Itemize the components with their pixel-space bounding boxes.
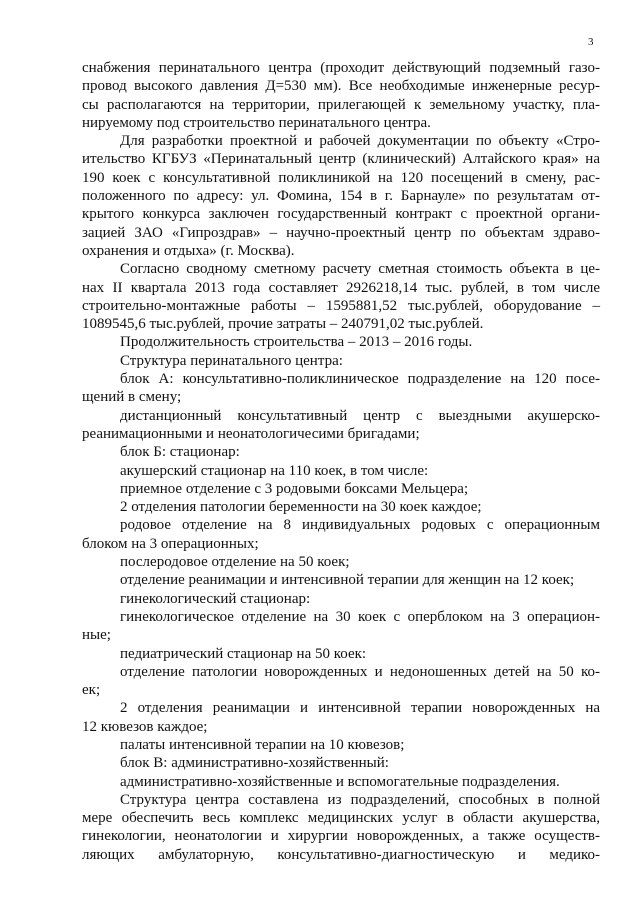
text-line: сы располагаются на территории, прилегающей к земельному участку, пла- xyxy=(82,96,600,113)
text-line: блоком на 3 операционных; xyxy=(82,535,259,552)
text-line: строительно-монтажные работы – 1595881,52 тыс.рублей, оборудование – xyxy=(82,297,600,314)
text-line: отделение реанимации и интенсивной терапии для женщин на 12 коек; xyxy=(120,572,575,589)
text-line: дистанционный консультативный центр с выездными акушерско- xyxy=(120,407,600,424)
page-number: 3 xyxy=(588,36,594,48)
text-line: блок А: консультативно-поликлиническое подразделение на 120 посе- xyxy=(120,371,600,388)
text-line: гинекологический стационар: xyxy=(120,590,311,607)
text-line: положенного по адресу: ул. Фомина, 154 в г. Барнауле» по результатам от- xyxy=(82,188,600,205)
text-line: зацией ЗАО «Гипроздрав» – научно-проектный центр по объектам здраво- xyxy=(82,224,600,241)
text-line: гинекологическое отделение на 30 коек с оперблоком на 3 операцион- xyxy=(120,608,600,625)
text-line: приемное отделение с 3 родовыми боксами Мельцера; xyxy=(120,480,469,497)
text-line: ляющих амбулаторную, консультативно-диагностическую и медико- xyxy=(82,846,600,863)
text-line: Продолжительность строительства – 2013 – 2016 годы. xyxy=(120,334,473,351)
text-line: родовое отделение на 8 индивидуальных родовых с операционным xyxy=(120,517,600,534)
text-line: гинекологии, неонатологии и хирургии новорожденных, а также осуществ- xyxy=(82,828,600,845)
text-line: ительство КГБУЗ «Перинатальный центр (клинический) Алтайского края» на xyxy=(82,151,600,168)
text-line: нируемому под строительство перинатального центра. xyxy=(82,114,431,131)
text-line: 1089545,6 тыс.рублей, прочие затраты – 240791,02 тыс.рублей. xyxy=(82,316,484,333)
text-line: Для разработки проектной и рабочей документации по объекту «Стро- xyxy=(120,133,600,150)
text-line: Согласно сводному сметному расчету сметная стоимость объекта в це- xyxy=(120,261,600,278)
text-line: щений в смену; xyxy=(82,389,182,406)
text-line: 2 отделения реанимации и интенсивной терапии новорожденных на xyxy=(120,700,600,717)
text-line: блок Б: стационар: xyxy=(120,444,240,461)
text-line: педиатрический стационар на 50 коек: xyxy=(120,645,367,662)
text-line: послеродовое отделение на 50 коек; xyxy=(120,554,350,571)
text-line: охранения и отдыха» (г. Москва). xyxy=(82,242,295,259)
text-line: отделение патологии новорожденных и недоношенных детей на 50 ко- xyxy=(120,663,600,680)
text-line: 12 кювезов каждое; xyxy=(82,718,208,735)
text-line: палаты интенсивной терапии на 10 кювезов; xyxy=(120,736,405,753)
text-line: 190 коек с консультативной поликлиникой на 120 посещений в смену, рас- xyxy=(82,169,600,186)
text-line: крытого конкурса заключен государственный контракт с проектной органи- xyxy=(82,206,600,223)
text-line: 2 отделения патологии беременности на 30 коек каждое; xyxy=(120,499,482,516)
document-body xyxy=(82,59,600,864)
text-line: ек; xyxy=(82,682,101,699)
text-line: блок В: административно-хозяйственный: xyxy=(120,755,389,772)
text-line: мере обеспечить весь комплекс медицинских услуг в области акушерства, xyxy=(82,810,600,827)
text-line: реанимационными и неонатологичесими бригадами; xyxy=(82,425,420,442)
text-line: административно-хозяйственные и вспомогательные подразделения. xyxy=(120,773,560,790)
text-line: акушерский стационар на 110 коек, в том числе: xyxy=(120,462,429,479)
text-line: снабжения перинатального центра (проходит действующий подземный газо- xyxy=(82,60,600,76)
text-line: ные; xyxy=(82,627,111,644)
text-line: нах II квартала 2013 года составляет 2926218,14 тыс. рублей, в том числе xyxy=(82,279,600,296)
text-line: Структура перинатального центра: xyxy=(120,352,343,369)
text-line: Структура центра составлена из подразделений, способных в полной xyxy=(120,791,600,808)
text-line: провод высокого давления Д=530 мм). Все необходимые инженерные ресур- xyxy=(82,78,600,95)
